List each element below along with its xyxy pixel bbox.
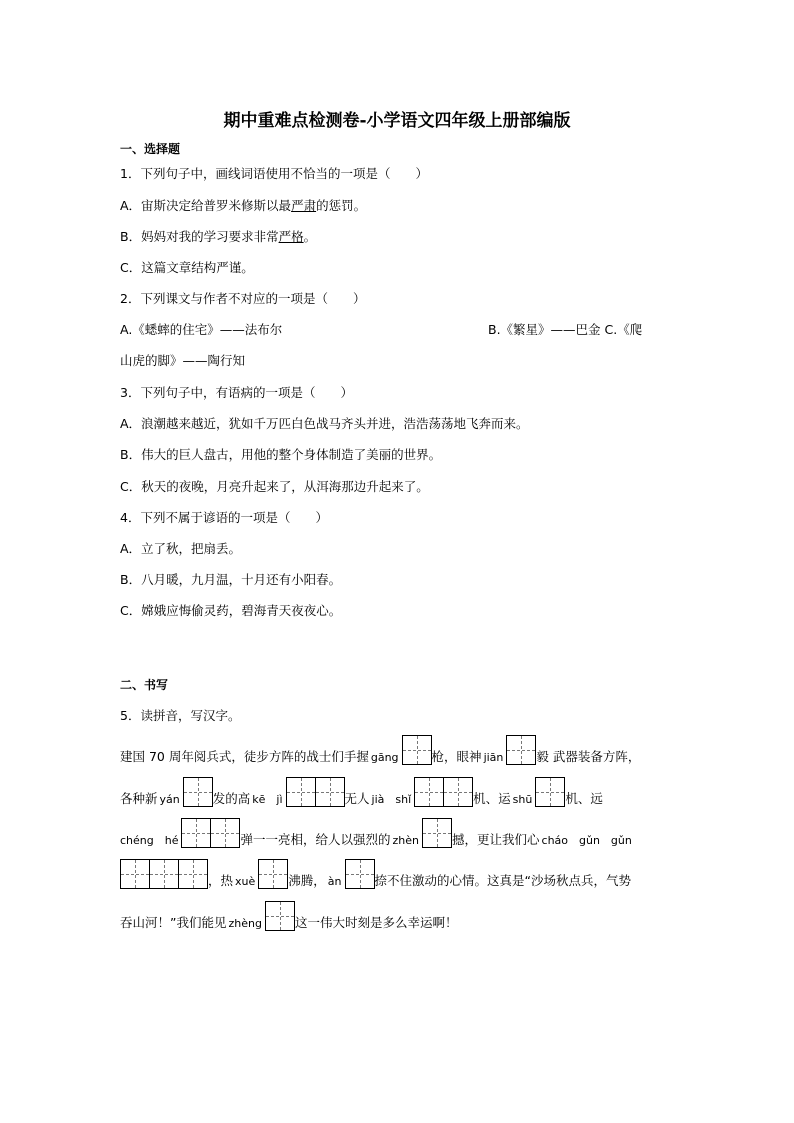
q5-stem: 5．读拼音，写汉字。 — [120, 708, 241, 723]
q3-option-a: A．浪潮越来越近，犹如千万匹白色战马齐头并进，浩浩荡荡地飞奔而来。 — [120, 416, 529, 431]
writing-grid[interactable] — [422, 818, 451, 851]
pinyin: kē jì — [252, 793, 283, 806]
text: ，热 — [208, 873, 234, 888]
section-heading-writing: 二、书写 — [120, 678, 169, 692]
q3-stem: 3．下列句子中，有语病的一项是（ ） — [120, 385, 353, 400]
q1-a-end: 的惩罚。 — [316, 198, 367, 213]
grid-cell[interactable] — [149, 859, 179, 889]
grid-cell[interactable] — [181, 818, 211, 848]
pinyin-line-5 — [120, 901, 457, 934]
q4-stem: 4．下列不属于谚语的一项是（ ） — [120, 510, 328, 525]
grid-cell[interactable] — [265, 901, 295, 931]
grid-cell[interactable] — [183, 777, 213, 807]
grid-cell[interactable] — [178, 859, 208, 889]
pinyin: zhèn — [392, 834, 419, 847]
q2-option-a: A.《蟋蟀的住宅》——法布尔 — [120, 322, 283, 337]
grid-cell[interactable] — [506, 735, 536, 765]
q1-stem: 1．下列句子中，画线词语使用不恰当的一项是（ ） — [120, 166, 428, 181]
q3-option-b: B．伟大的巨人盘古，用他的整个身体制造了美丽的世界。 — [120, 447, 442, 462]
writing-grid[interactable] — [535, 777, 564, 810]
pinyin: gāng — [370, 751, 399, 764]
q1-b-underlined: 严格 — [278, 229, 304, 244]
q1-a-text: A．宙斯决定给普罗米修斯以最 — [120, 198, 292, 213]
pinyin: jiān — [483, 751, 504, 764]
grid-cell[interactable] — [120, 859, 150, 889]
text: 吞山河！”我们能见 — [120, 915, 227, 930]
text: 无人 — [344, 791, 370, 806]
grid-cell[interactable] — [315, 777, 345, 807]
q1-option-b — [120, 229, 316, 245]
q2-option-bc: B.《繁星》——巴金 C.《爬 — [488, 322, 643, 337]
q4-option-c: C．嫦娥应悔偷灵药，碧海青天夜夜心。 — [120, 603, 342, 618]
text: 各种新 — [120, 791, 158, 806]
grid-cell[interactable] — [286, 777, 316, 807]
pinyin-line-2 — [120, 777, 603, 810]
q1-a-underlined: 严肃 — [291, 198, 317, 213]
text: 建国 70 周年阅兵式，徒步方阵的战士们手握 — [120, 749, 369, 764]
grid-cell[interactable] — [402, 735, 432, 765]
grid-cell[interactable] — [422, 818, 452, 848]
text: 毅 武器装备方阵， — [536, 749, 641, 764]
pinyin-line-1 — [120, 735, 640, 768]
writing-grid[interactable] — [183, 777, 212, 810]
grid-cell[interactable] — [258, 859, 288, 889]
writing-grid[interactable] — [181, 818, 239, 851]
pinyin: cháo gǔn gǔn — [541, 834, 632, 847]
grid-cell[interactable] — [443, 777, 473, 807]
pinyin: yán — [159, 793, 180, 806]
pinyin: zhèng — [228, 917, 262, 930]
writing-grid[interactable] — [506, 735, 535, 768]
text: 撼，更让我们心 — [452, 832, 540, 847]
text: 弹一一亮相，给人以强烈的 — [240, 832, 391, 847]
pinyin: jià shǐ — [371, 793, 412, 806]
writing-grid[interactable] — [120, 859, 207, 892]
q1-b-text: B．妈妈对我的学习要求非常 — [120, 229, 279, 244]
text: 捺不住激动的心情。这真是“沙场秋点兵，气势 — [374, 873, 631, 888]
pinyin: àn — [327, 875, 342, 888]
q2-option-c-cont: 山虎的脚》——陶行知 — [120, 353, 246, 368]
writing-grid[interactable] — [258, 859, 287, 892]
writing-grid[interactable] — [402, 735, 431, 768]
writing-grid[interactable] — [414, 777, 472, 810]
pinyin: shū — [512, 793, 533, 806]
section-heading-choice: 一、选择题 — [120, 142, 181, 156]
pinyin: xuè — [235, 875, 256, 888]
q3-option-c: C．秋天的夜晚，月亮升起来了，从洱海那边升起来了。 — [120, 479, 429, 494]
q1-b-end: 。 — [303, 229, 317, 244]
writing-grid[interactable] — [345, 859, 374, 892]
text: 沸腾， — [288, 873, 326, 888]
q2-stem: 2．下列课文与作者不对应的一项是（ ） — [120, 291, 366, 306]
q4-option-a: A．立了秋，把扇丢。 — [120, 541, 242, 556]
grid-cell[interactable] — [535, 777, 565, 807]
text: 枪，眼神 — [431, 749, 482, 764]
text: 机、远 — [565, 791, 603, 806]
grid-cell[interactable] — [345, 859, 375, 889]
text: 机、运 — [473, 791, 511, 806]
q1-option-a — [120, 198, 366, 214]
text: 这一伟大时刻是多么幸运啊！ — [294, 915, 458, 930]
pinyin-line-3 — [120, 818, 634, 851]
writing-grid[interactable] — [265, 901, 294, 934]
text: 发的高 — [212, 791, 251, 806]
pinyin-line-4 — [120, 859, 631, 892]
writing-grid[interactable] — [286, 777, 344, 810]
grid-cell[interactable] — [210, 818, 240, 848]
grid-cell[interactable] — [414, 777, 444, 807]
q1-option-c: C．这篇文章结构严谨。 — [120, 260, 254, 275]
page-title: 期中重难点检测卷-小学语文四年级上册部编版 — [223, 111, 571, 131]
pinyin: chéng hé — [120, 834, 179, 847]
q4-option-b: B．八月暖，九月温，十月还有小阳春。 — [120, 572, 342, 587]
